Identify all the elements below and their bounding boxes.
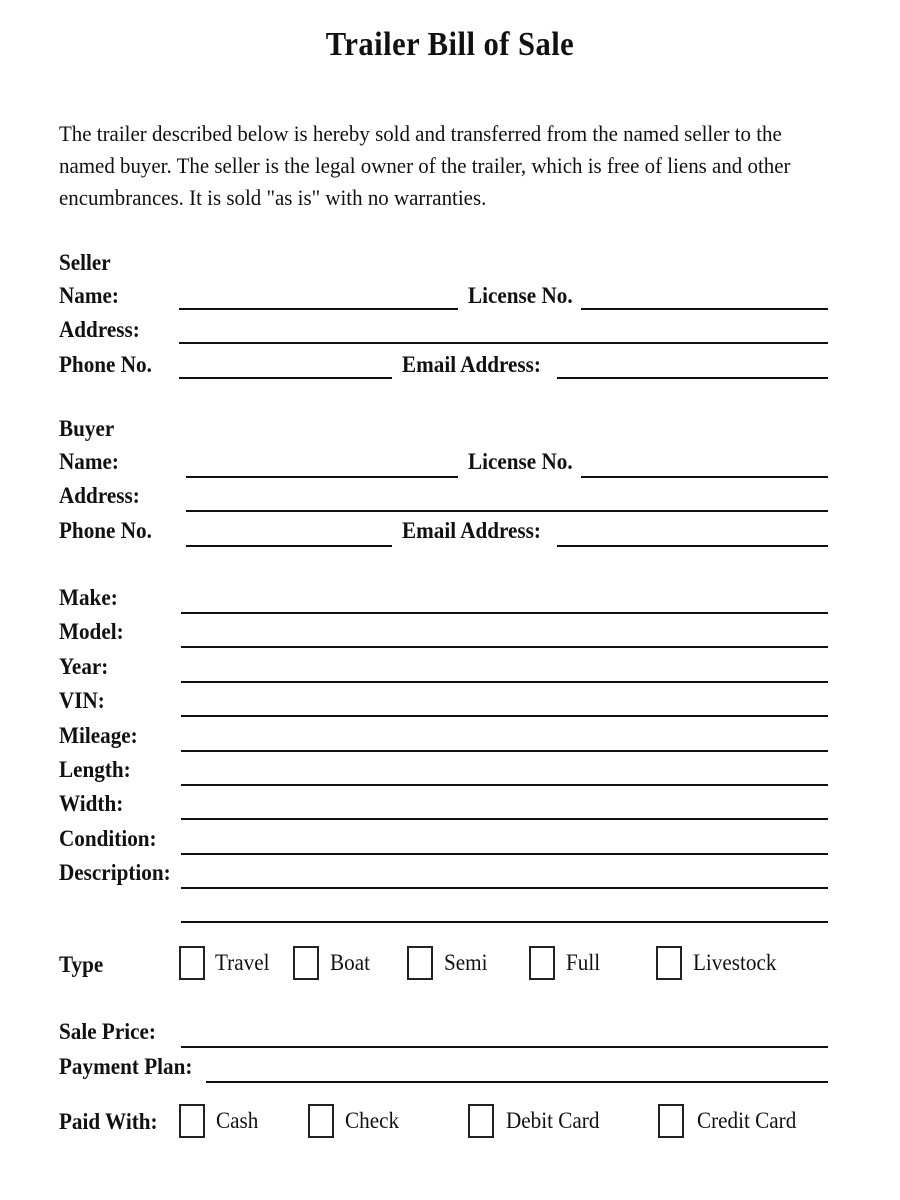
seller-name-label: Name: bbox=[59, 283, 119, 308]
model-field[interactable] bbox=[181, 646, 828, 648]
payment-plan-field[interactable] bbox=[206, 1081, 828, 1083]
paid-cash-checkbox[interactable] bbox=[179, 1104, 205, 1138]
buyer-address-label: Address: bbox=[59, 483, 140, 508]
paid-with-label: Paid With: bbox=[59, 1109, 158, 1134]
make-label: Make: bbox=[59, 585, 118, 610]
year-field[interactable] bbox=[181, 681, 828, 683]
buyer-phone-label: Phone No. bbox=[59, 518, 152, 543]
buyer-heading: Buyer bbox=[59, 416, 115, 441]
type-livestock-checkbox[interactable] bbox=[656, 946, 682, 980]
seller-phone-field[interactable] bbox=[179, 377, 392, 379]
intro-paragraph bbox=[59, 118, 791, 214]
intro-line: encumbrances. It is sold "as is" with no warranties. bbox=[59, 185, 487, 210]
payment-plan-label: Payment Plan: bbox=[59, 1054, 193, 1079]
sale-price-field[interactable] bbox=[181, 1046, 828, 1048]
type-label: Type bbox=[59, 952, 104, 977]
type-full-label: Full bbox=[566, 950, 601, 975]
seller-address-label: Address: bbox=[59, 317, 140, 342]
paid-credit-card-checkbox[interactable] bbox=[658, 1104, 684, 1138]
type-semi-label: Semi bbox=[444, 950, 488, 975]
buyer-name-label: Name: bbox=[59, 449, 119, 474]
type-travel-checkbox[interactable] bbox=[179, 946, 205, 980]
seller-address-field[interactable] bbox=[179, 342, 828, 344]
vin-label: VIN: bbox=[59, 688, 105, 713]
model-label: Model: bbox=[59, 619, 124, 644]
buyer-address-field[interactable] bbox=[186, 510, 828, 512]
description-field[interactable] bbox=[181, 887, 828, 889]
intro-line: The trailer described below is hereby sold and transferred from the named seller to the bbox=[59, 121, 782, 146]
width-field[interactable] bbox=[181, 818, 828, 820]
seller-phone-label: Phone No. bbox=[59, 352, 152, 377]
vin-field[interactable] bbox=[181, 715, 828, 717]
condition-field[interactable] bbox=[181, 853, 828, 855]
mileage-field[interactable] bbox=[181, 750, 828, 752]
length-label: Length: bbox=[59, 757, 131, 782]
intro-line: named buyer. The seller is the legal owner of the trailer, which is free of liens and other bbox=[59, 153, 791, 178]
page-title: Trailer Bill of Sale bbox=[325, 26, 575, 63]
seller-license-field[interactable] bbox=[581, 308, 828, 310]
width-label: Width: bbox=[59, 791, 124, 816]
seller-email-label: Email Address: bbox=[402, 352, 541, 377]
paid-debit-card-checkbox[interactable] bbox=[468, 1104, 494, 1138]
year-label: Year: bbox=[59, 654, 109, 679]
paid-check-label: Check bbox=[345, 1108, 400, 1133]
type-full-checkbox[interactable] bbox=[529, 946, 555, 980]
type-boat-label: Boat bbox=[330, 950, 370, 975]
seller-license-label: License No. bbox=[468, 283, 573, 308]
description-label: Description: bbox=[59, 860, 171, 885]
condition-label: Condition: bbox=[59, 826, 157, 851]
seller-name-field[interactable] bbox=[179, 308, 458, 310]
mileage-label: Mileage: bbox=[59, 723, 138, 748]
type-boat-checkbox[interactable] bbox=[293, 946, 319, 980]
buyer-license-label: License No. bbox=[468, 449, 573, 474]
paid-debit-card-label: Debit Card bbox=[506, 1108, 600, 1133]
buyer-email-field[interactable] bbox=[557, 545, 828, 547]
buyer-license-field[interactable] bbox=[581, 476, 828, 478]
buyer-name-field[interactable] bbox=[186, 476, 458, 478]
type-travel-label: Travel bbox=[215, 950, 270, 975]
seller-heading: Seller bbox=[59, 250, 111, 275]
seller-email-field[interactable] bbox=[557, 377, 828, 379]
buyer-email-label: Email Address: bbox=[402, 518, 541, 543]
paid-credit-card-label: Credit Card bbox=[697, 1108, 797, 1133]
description-field-line-2[interactable] bbox=[181, 921, 828, 923]
paid-cash-label: Cash bbox=[216, 1108, 259, 1133]
type-livestock-label: Livestock bbox=[693, 950, 777, 975]
paid-check-checkbox[interactable] bbox=[308, 1104, 334, 1138]
make-field[interactable] bbox=[181, 612, 828, 614]
buyer-phone-field[interactable] bbox=[186, 545, 392, 547]
type-semi-checkbox[interactable] bbox=[407, 946, 433, 980]
sale-price-label: Sale Price: bbox=[59, 1019, 156, 1044]
length-field[interactable] bbox=[181, 784, 828, 786]
